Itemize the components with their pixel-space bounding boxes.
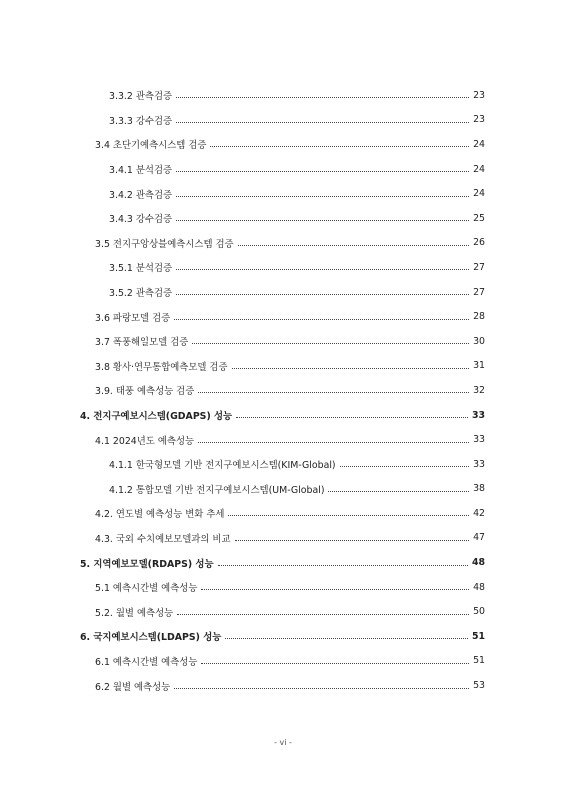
dot-leader bbox=[340, 465, 469, 467]
toc-chapter-label: 6. 국지예보시스템(LDAPS) 성능 bbox=[80, 632, 222, 644]
dot-leader bbox=[176, 268, 469, 270]
toc-entry-page: 53 bbox=[473, 680, 485, 692]
toc-chapter-label: 4. 전지구예보시스템(GDAPS) 성능 bbox=[80, 411, 233, 423]
dot-leader bbox=[177, 613, 469, 615]
dot-leader bbox=[210, 145, 469, 147]
toc-entry[interactable] bbox=[0, 575, 566, 600]
toc-entry[interactable] bbox=[0, 378, 566, 403]
toc-entry-page: 33 bbox=[473, 434, 485, 446]
toc-entry-page: 51 bbox=[473, 655, 485, 667]
toc-entry-page: 23 bbox=[473, 89, 485, 101]
toc-entry-page: 25 bbox=[473, 212, 485, 224]
toc-entry-page: 38 bbox=[473, 483, 485, 495]
toc-entry-page: 27 bbox=[473, 261, 485, 273]
dot-leader bbox=[198, 391, 469, 393]
toc-entry-label: 3.3.2 관측검증 bbox=[109, 91, 173, 103]
toc-entry[interactable] bbox=[0, 477, 566, 502]
toc-entry-label: 3.4.3 강수검증 bbox=[109, 214, 173, 226]
toc-entry[interactable] bbox=[0, 255, 566, 280]
toc-entry[interactable] bbox=[0, 501, 566, 526]
toc-entry-page: 48 bbox=[473, 581, 485, 593]
toc-entry-label: 3.5.1 분석검증 bbox=[109, 263, 173, 275]
toc-entry[interactable] bbox=[0, 83, 566, 108]
toc-entry-label: 4.2. 연도별 예측성능 변화 추세 bbox=[95, 509, 225, 521]
dot-leader bbox=[174, 687, 469, 689]
dot-leader bbox=[192, 342, 469, 344]
toc-entry[interactable] bbox=[0, 329, 566, 354]
dot-leader bbox=[201, 588, 469, 590]
toc-entry[interactable] bbox=[0, 526, 566, 551]
dot-leader bbox=[176, 219, 469, 221]
dot-leader bbox=[228, 514, 469, 516]
toc-entry[interactable] bbox=[0, 108, 566, 133]
dot-leader bbox=[176, 293, 469, 295]
toc-entry-label: 3.3.3 강수검증 bbox=[109, 115, 173, 127]
toc-entry-label: 3.4.2 관측검증 bbox=[109, 189, 173, 201]
toc-entry-label: 4.3. 국외 수치예보모델과의 비교 bbox=[95, 533, 231, 545]
toc-chapter-label: 5. 지역예보모델(RDAPS) 성능 bbox=[80, 558, 214, 570]
toc-entry-label: 3.4 초단기예측시스템 검증 bbox=[95, 140, 207, 152]
toc-entry[interactable] bbox=[0, 452, 566, 477]
toc-chapter[interactable] bbox=[0, 624, 566, 649]
dot-leader bbox=[176, 195, 469, 197]
toc-entry[interactable] bbox=[0, 132, 566, 157]
toc-entry-label: 3.8 황사·연무통합예측모델 검증 bbox=[95, 361, 228, 373]
toc-entry-label: 3.5.2 관측검증 bbox=[109, 288, 173, 300]
dot-leader bbox=[232, 367, 469, 369]
toc-entry-page: 24 bbox=[473, 188, 485, 200]
toc-entry-label: 4.1.2 통합모델 기반 전지구예보시스템(UM-Global) bbox=[109, 484, 325, 496]
dot-leader bbox=[201, 662, 469, 664]
toc-entry[interactable] bbox=[0, 206, 566, 231]
page-number: - vi - bbox=[274, 738, 292, 747]
toc-entry-page: 47 bbox=[473, 532, 485, 544]
toc-entry[interactable] bbox=[0, 354, 566, 379]
toc-entry[interactable] bbox=[0, 599, 566, 624]
dot-leader bbox=[238, 244, 469, 246]
toc-entry[interactable] bbox=[0, 157, 566, 182]
dot-leader bbox=[236, 416, 468, 418]
toc-entry-page: 26 bbox=[473, 237, 485, 249]
dot-leader bbox=[328, 490, 469, 492]
toc-entry-label: 3.7 폭풍해일모델 검증 bbox=[95, 337, 189, 349]
toc-entry-page: 30 bbox=[473, 335, 485, 347]
toc-entry[interactable] bbox=[0, 181, 566, 206]
dot-leader bbox=[176, 121, 469, 123]
toc-entry-page: 23 bbox=[473, 114, 485, 126]
toc-chapter-page: 33 bbox=[471, 409, 485, 421]
toc-entry-page: 33 bbox=[473, 458, 485, 470]
toc-entry[interactable] bbox=[0, 427, 566, 452]
toc-entry[interactable] bbox=[0, 304, 566, 329]
toc-chapter-page: 48 bbox=[471, 557, 485, 569]
toc-entry-page: 24 bbox=[473, 163, 485, 175]
toc-entry-page: 24 bbox=[473, 138, 485, 150]
toc-entry-label: 6.1 예측시간별 예측성능 bbox=[95, 656, 198, 668]
dot-leader bbox=[235, 539, 469, 541]
dot-leader bbox=[218, 564, 468, 566]
toc-entry-label: 3.5 전지구앙상블예측시스템 검증 bbox=[95, 238, 234, 250]
toc-entry[interactable] bbox=[0, 673, 566, 698]
toc-entry-label: 5.2. 월별 예측성능 bbox=[95, 607, 174, 619]
toc-chapter[interactable] bbox=[0, 403, 566, 428]
toc-entry-label: 4.1 2024년도 예측성능 bbox=[95, 435, 195, 447]
toc-entry-page: 42 bbox=[473, 507, 485, 519]
dot-leader bbox=[176, 96, 469, 98]
toc-entry-page: 27 bbox=[473, 286, 485, 298]
toc-entry-label: 5.1 예측시간별 예측성능 bbox=[95, 583, 198, 595]
toc-entry-page: 31 bbox=[473, 360, 485, 372]
toc-entry[interactable] bbox=[0, 231, 566, 256]
toc-entry-label: 6.2 월별 예측성능 bbox=[95, 681, 171, 693]
dot-leader bbox=[198, 441, 469, 443]
dot-leader bbox=[176, 170, 469, 172]
dot-leader bbox=[225, 637, 468, 639]
toc-entry-label: 3.6 파랑모델 검증 bbox=[95, 312, 171, 324]
toc-entry-label: 4.1.1 한국형모델 기반 전지구예보시스템(KIM-Global) bbox=[109, 460, 336, 472]
toc-entry-label: 3.9. 태풍 예측성능 검증 bbox=[95, 386, 195, 398]
dot-leader bbox=[174, 318, 469, 320]
toc-entry-page: 50 bbox=[473, 606, 485, 618]
toc-entry-page: 28 bbox=[473, 311, 485, 323]
table-of-contents bbox=[0, 83, 566, 698]
toc-entry-label: 3.4.1 분석검증 bbox=[109, 165, 173, 177]
toc-chapter-page: 51 bbox=[471, 630, 485, 642]
toc-entry[interactable] bbox=[0, 280, 566, 305]
toc-entry-page: 32 bbox=[473, 384, 485, 396]
toc-chapter[interactable] bbox=[0, 550, 566, 575]
toc-entry[interactable] bbox=[0, 649, 566, 674]
